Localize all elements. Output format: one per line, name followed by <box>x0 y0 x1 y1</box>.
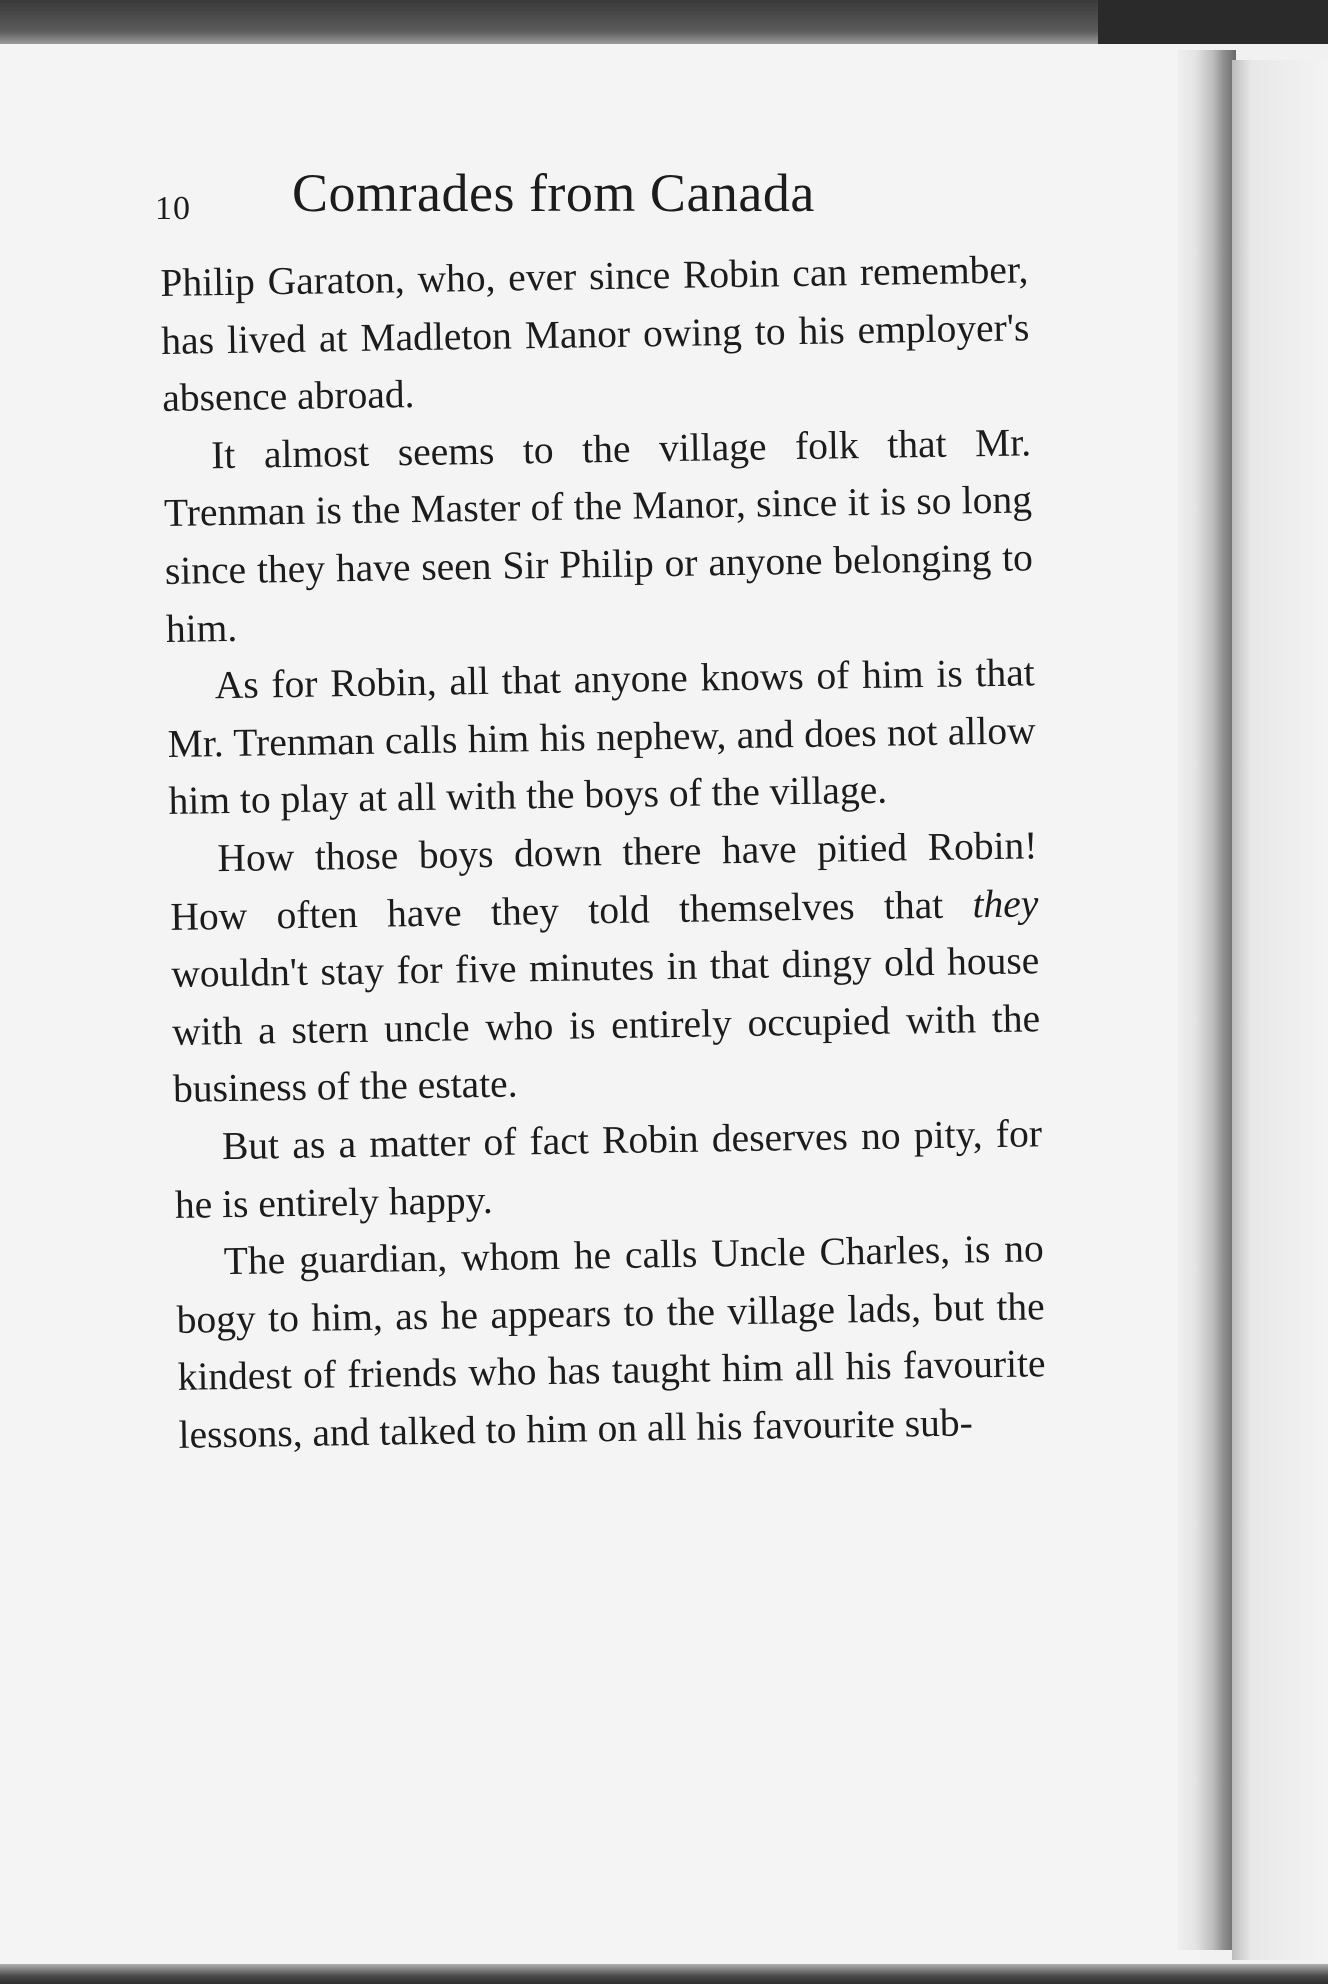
running-head <box>155 162 1035 232</box>
paragraph-4-text-start: How those boys down there have pitied Robin! How often have they told themselves that <box>170 823 1038 939</box>
body-text <box>160 241 1047 1464</box>
paragraph-2: It almost seems to the village folk that Mr. Trenman is the Master of the Manor, since it is so long since they have seen Sir Philip or anyone belonging to him. <box>163 420 1034 651</box>
paragraph-6: The guardian, whom he calls Uncle Charles, is no bogy to him, as he appears to the village lads, but the kindest of friends who has taught him all his favourite lessons, and talked to him on all his favourite sub- <box>176 1226 1046 1457</box>
running-title: Comrades from Canada <box>292 163 815 223</box>
paragraph-4-text-end: wouldn't stay for five minutes in that dingy old house with a stern uncle who is entirely occupied with the business of the estate. <box>170 938 1041 1112</box>
scan-bottom-border <box>0 1964 1328 1984</box>
scan-top-border <box>0 0 1328 44</box>
page-number: 10 <box>155 190 191 227</box>
paragraph-1: Philip Garaton, who, ever since Robin can remember, has lived at Madleton Manor owing to his employer's absence abroad. <box>160 247 1030 421</box>
italic-word: they <box>972 880 1039 926</box>
paragraph-5: But as a matter of fact Robin deserves no pity, for he is entirely happy. <box>174 1111 1043 1227</box>
paragraph-3: As for Robin, all that anyone knows of him is that Mr. Trenman calls him his nephew, and does not allow him to play at all with the boys of the village. <box>167 650 1036 824</box>
facing-page-edge <box>1232 60 1328 1960</box>
paragraph-4 <box>169 817 1041 1119</box>
page-gutter-shadow <box>1178 50 1236 1950</box>
